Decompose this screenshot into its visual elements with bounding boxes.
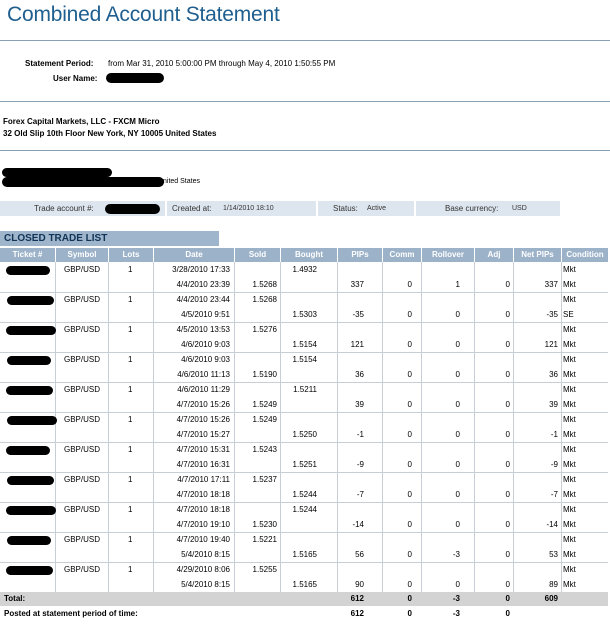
trade-close-date: 5/4/2010 8:15 [181, 580, 230, 589]
trade-close-bought: 1.5165 [292, 580, 317, 589]
total-row [0, 592, 608, 606]
redacted-ticket-number [7, 476, 54, 485]
column-header-net-pips: Net PIPs [514, 248, 561, 262]
redacted-ticket-number [6, 266, 50, 275]
trade-open-condition: Mkt [563, 325, 576, 334]
trade-adj: 0 [505, 490, 510, 499]
trade-symbol: GBP/USD [64, 385, 101, 394]
trade-open-date: 4/7/2010 15:26 [176, 415, 230, 424]
trade-pips: 337 [350, 280, 364, 289]
trade-adj: 0 [505, 550, 510, 559]
trade-close-bought: 1.5250 [292, 430, 317, 439]
trade-lots: 1 [128, 265, 133, 274]
row-divider [0, 442, 608, 443]
trade-open-sold: 1.5221 [252, 535, 277, 544]
trade-adj: 0 [505, 340, 510, 349]
trade-open-condition: Mkt [563, 265, 576, 274]
trade-rollover: 0 [455, 460, 460, 469]
redacted-account-number [105, 204, 160, 214]
created-at-label: Created at: [172, 204, 212, 213]
base-currency-cell [416, 201, 560, 216]
total-pips: 612 [350, 594, 364, 603]
trade-close-condition: Mkt [563, 490, 576, 499]
redacted-account-holder [2, 168, 112, 177]
trade-symbol: GBP/USD [64, 415, 101, 424]
trade-net-pips: -9 [550, 460, 558, 469]
trade-open-date: 4/7/2010 19:40 [176, 535, 230, 544]
redacted-ticket-number [6, 386, 53, 395]
created-at-cell [167, 201, 316, 216]
trade-close-sold: 1.5268 [252, 280, 277, 289]
total-label: Total: [4, 594, 26, 603]
posted-label: Posted at statement period of time: [4, 609, 138, 618]
row-divider [0, 292, 608, 293]
trade-adj: 0 [505, 400, 510, 409]
trade-rollover: 0 [455, 340, 460, 349]
trade-comm: 0 [407, 490, 412, 499]
trade-open-sold: 1.5249 [252, 415, 277, 424]
user-name-label: User Name: [53, 74, 98, 83]
trade-close-date: 4/6/2010 11:13 [177, 370, 230, 379]
trade-symbol: GBP/USD [64, 475, 101, 484]
broker-divider [0, 150, 610, 151]
base-currency-label: Base currency: [445, 204, 499, 213]
row-divider [0, 472, 608, 473]
status-value: Active [367, 205, 387, 212]
column-header-date: Date [154, 248, 234, 262]
trade-close-bought: 1.5251 [292, 460, 317, 469]
trade-symbol: GBP/USD [64, 565, 101, 574]
account-country: nited States [163, 178, 200, 185]
trade-rollover: 0 [455, 520, 460, 529]
trade-comm: 0 [407, 310, 412, 319]
row-divider [0, 412, 608, 413]
trade-rollover: -3 [452, 550, 460, 559]
trade-pips: 90 [355, 580, 364, 589]
trade-open-date: 4/7/2010 18:18 [176, 505, 230, 514]
column-header-rollover: Rollover [422, 248, 474, 262]
column-divider [561, 262, 562, 592]
trade-account-cell [0, 201, 165, 216]
trade-open-date: 4/6/2010 9:03 [181, 355, 230, 364]
trade-close-condition: Mkt [563, 400, 576, 409]
posted-comm: 0 [407, 609, 412, 618]
trade-close-condition: Mkt [563, 340, 576, 349]
trade-pips: 39 [355, 400, 364, 409]
trade-close-sold: 1.5190 [252, 370, 277, 379]
trade-net-pips: -35 [546, 310, 558, 319]
posted-adj: 0 [505, 609, 510, 618]
trade-lots: 1 [128, 475, 133, 484]
trade-open-condition: Mkt [563, 565, 576, 574]
title-divider [0, 40, 610, 41]
trade-close-date: 4/5/2010 9:51 [181, 310, 230, 319]
trade-rollover: 0 [455, 310, 460, 319]
trade-open-condition: Mkt [563, 505, 576, 514]
trade-comm: 0 [407, 460, 412, 469]
trade-open-bought: 1.5154 [292, 355, 317, 364]
trade-open-date: 4/6/2010 11:29 [177, 385, 230, 394]
broker-address: 32 Old Slip 10th Floor New York, NY 10005 United States [3, 129, 217, 138]
trade-close-date: 4/7/2010 16:31 [176, 460, 230, 469]
trade-symbol: GBP/USD [64, 535, 101, 544]
trade-open-condition: Mkt [563, 445, 576, 454]
trade-close-date: 4/7/2010 19:10 [176, 520, 230, 529]
trade-net-pips: -14 [546, 520, 558, 529]
page-title: Combined Account Statement [7, 3, 280, 26]
column-header-comm: Comm [383, 248, 421, 262]
trade-open-sold: 1.5237 [252, 475, 277, 484]
trade-lots: 1 [128, 445, 133, 454]
posted-pips: 612 [350, 609, 364, 618]
redacted-ticket-number [6, 446, 50, 455]
column-header-adj: Adj [475, 248, 513, 262]
trade-comm: 0 [407, 370, 412, 379]
statement-period-value: from Mar 31, 2010 5:00:00 PM through May 4, 2010 1:50:55 PM [108, 59, 336, 68]
trade-close-condition: Mkt [563, 430, 576, 439]
trade-symbol: GBP/USD [64, 265, 101, 274]
row-divider [0, 382, 608, 383]
row-divider [0, 532, 608, 533]
trade-open-condition: Mkt [563, 295, 576, 304]
column-header-sold: Sold [235, 248, 280, 262]
trade-comm: 0 [407, 400, 412, 409]
trade-open-sold: 1.5276 [252, 325, 277, 334]
trade-open-condition: Mkt [563, 475, 576, 484]
column-header-pips: PIPs [338, 248, 382, 262]
trade-comm: 0 [407, 520, 412, 529]
trade-close-condition: Mkt [563, 370, 576, 379]
trade-adj: 0 [505, 460, 510, 469]
trade-pips: -14 [352, 520, 364, 529]
trade-rollover: 0 [455, 370, 460, 379]
trade-pips: 36 [355, 370, 364, 379]
base-currency-value: USD [512, 205, 527, 212]
trade-comm: 0 [407, 340, 412, 349]
trade-close-date: 4/7/2010 18:18 [176, 490, 230, 499]
trade-lots: 1 [128, 295, 133, 304]
trade-rollover: 0 [455, 430, 460, 439]
column-header-condition: Condition [562, 248, 608, 262]
trade-open-date: 4/4/2010 23:44 [176, 295, 230, 304]
trade-lots: 1 [128, 565, 133, 574]
row-divider [0, 352, 608, 353]
row-divider [0, 322, 608, 323]
trade-open-date: 4/29/2010 8:06 [176, 565, 230, 574]
trade-rollover: 0 [455, 580, 460, 589]
account-info-bar [0, 201, 560, 216]
total-net-pips: 609 [544, 594, 558, 603]
trade-close-condition: Mkt [563, 550, 576, 559]
trade-pips: -35 [352, 310, 364, 319]
trade-close-date: 4/6/2010 9:03 [181, 340, 230, 349]
trade-net-pips: 121 [544, 340, 558, 349]
redacted-ticket-number [6, 326, 56, 335]
trade-account-label: Trade account #: [34, 204, 94, 213]
trade-open-date: 4/7/2010 17:11 [177, 475, 230, 484]
trade-lots: 1 [128, 325, 133, 334]
trade-close-bought: 1.5165 [292, 550, 317, 559]
trade-net-pips: 53 [549, 550, 558, 559]
trade-open-date: 4/7/2010 15:31 [176, 445, 230, 454]
row-divider [0, 502, 608, 503]
trade-symbol: GBP/USD [64, 505, 101, 514]
trade-net-pips: 89 [549, 580, 558, 589]
trade-close-bought: 1.5244 [292, 490, 317, 499]
trade-net-pips: 337 [544, 280, 558, 289]
trade-comm: 0 [407, 280, 412, 289]
redacted-ticket-number [7, 536, 51, 545]
trade-net-pips: 39 [549, 400, 558, 409]
trade-open-bought: 1.5211 [293, 385, 317, 394]
trade-open-date: 4/5/2010 13:53 [176, 325, 230, 334]
trade-comm: 0 [407, 580, 412, 589]
trade-close-sold: 1.5249 [252, 400, 277, 409]
trade-close-condition: Mkt [563, 280, 576, 289]
column-header-lots: Lots [109, 248, 153, 262]
column-divider [108, 262, 109, 592]
trade-adj: 0 [505, 520, 510, 529]
trade-adj: 0 [505, 430, 510, 439]
status-cell [318, 201, 414, 216]
trade-lots: 1 [128, 535, 133, 544]
trade-lots: 1 [128, 385, 133, 394]
trade-symbol: GBP/USD [64, 295, 101, 304]
trade-lots: 1 [128, 355, 133, 364]
broker-name: Forex Capital Markets, LLC - FXCM Micro [3, 117, 160, 126]
trade-adj: 0 [505, 580, 510, 589]
trade-close-date: 4/7/2010 15:26 [176, 400, 230, 409]
statement-period-label: Statement Period: [25, 59, 94, 68]
redacted-ticket-number [7, 416, 57, 425]
trade-close-condition: SE [563, 310, 574, 319]
column-divider [55, 262, 56, 592]
trade-open-date: 3/28/2010 17:33 [172, 265, 230, 274]
trade-close-condition: Mkt [563, 520, 576, 529]
trade-close-date: 5/4/2010 8:15 [181, 550, 230, 559]
trade-open-condition: Mkt [563, 355, 576, 364]
trade-open-condition: Mkt [563, 535, 576, 544]
trade-close-condition: Mkt [563, 460, 576, 469]
trade-close-sold: 1.5230 [252, 520, 277, 529]
column-header-bought: Bought [281, 248, 337, 262]
trade-comm: 0 [407, 430, 412, 439]
column-header-symbol: Symbol [56, 248, 108, 262]
trade-net-pips: -7 [550, 490, 558, 499]
trade-open-condition: Mkt [563, 415, 576, 424]
trade-rollover: 1 [455, 280, 460, 289]
trade-lots: 1 [128, 415, 133, 424]
trade-open-sold: 1.5243 [252, 445, 277, 454]
trade-open-bought: 1.5244 [292, 505, 317, 514]
redacted-account-address [2, 177, 164, 187]
trade-close-condition: Mkt [563, 580, 576, 589]
trade-open-bought: 1.4932 [292, 265, 317, 274]
trade-pips: 121 [350, 340, 364, 349]
total-adj: 0 [505, 594, 510, 603]
trade-pips: -1 [356, 430, 364, 439]
trade-open-condition: Mkt [563, 385, 576, 394]
trade-open-sold: 1.5268 [252, 295, 277, 304]
trade-pips: -7 [356, 490, 364, 499]
trade-pips: 56 [355, 550, 364, 559]
column-header-ticket: Ticket # [0, 248, 55, 262]
total-comm: 0 [407, 594, 412, 603]
created-at-value: 1/14/2010 18:10 [223, 205, 274, 212]
trade-open-sold: 1.5255 [252, 565, 277, 574]
trade-adj: 0 [505, 280, 510, 289]
trade-rollover: 0 [455, 400, 460, 409]
trade-comm: 0 [407, 550, 412, 559]
trade-pips: -9 [356, 460, 364, 469]
trade-net-pips: 36 [549, 370, 558, 379]
trade-lots: 1 [128, 505, 133, 514]
closed-trade-list-title: CLOSED TRADE LIST [0, 231, 219, 246]
trade-close-date: 4/7/2010 15:27 [176, 430, 230, 439]
trade-symbol: GBP/USD [64, 325, 101, 334]
trade-net-pips: -1 [550, 430, 558, 439]
redacted-ticket-number [6, 506, 56, 515]
posted-rollover: -3 [452, 609, 460, 618]
trade-adj: 0 [505, 310, 510, 319]
broker-info [3, 116, 216, 140]
trade-close-bought: 1.5303 [292, 310, 317, 319]
trade-close-date: 4/4/2010 23:39 [176, 280, 230, 289]
total-rollover: -3 [452, 594, 460, 603]
status-label: Status: [333, 204, 358, 213]
trade-adj: 0 [505, 370, 510, 379]
trade-symbol: GBP/USD [64, 445, 101, 454]
header-divider [0, 101, 610, 102]
redacted-ticket-number [6, 566, 53, 575]
redacted-ticket-number [7, 296, 54, 305]
redacted-ticket-number [7, 356, 51, 365]
redacted-user-name [106, 73, 164, 83]
trade-symbol: GBP/USD [64, 355, 101, 364]
trade-close-bought: 1.5154 [292, 340, 317, 349]
trade-rollover: 0 [455, 490, 460, 499]
column-divider [513, 262, 514, 592]
row-divider [0, 562, 608, 563]
